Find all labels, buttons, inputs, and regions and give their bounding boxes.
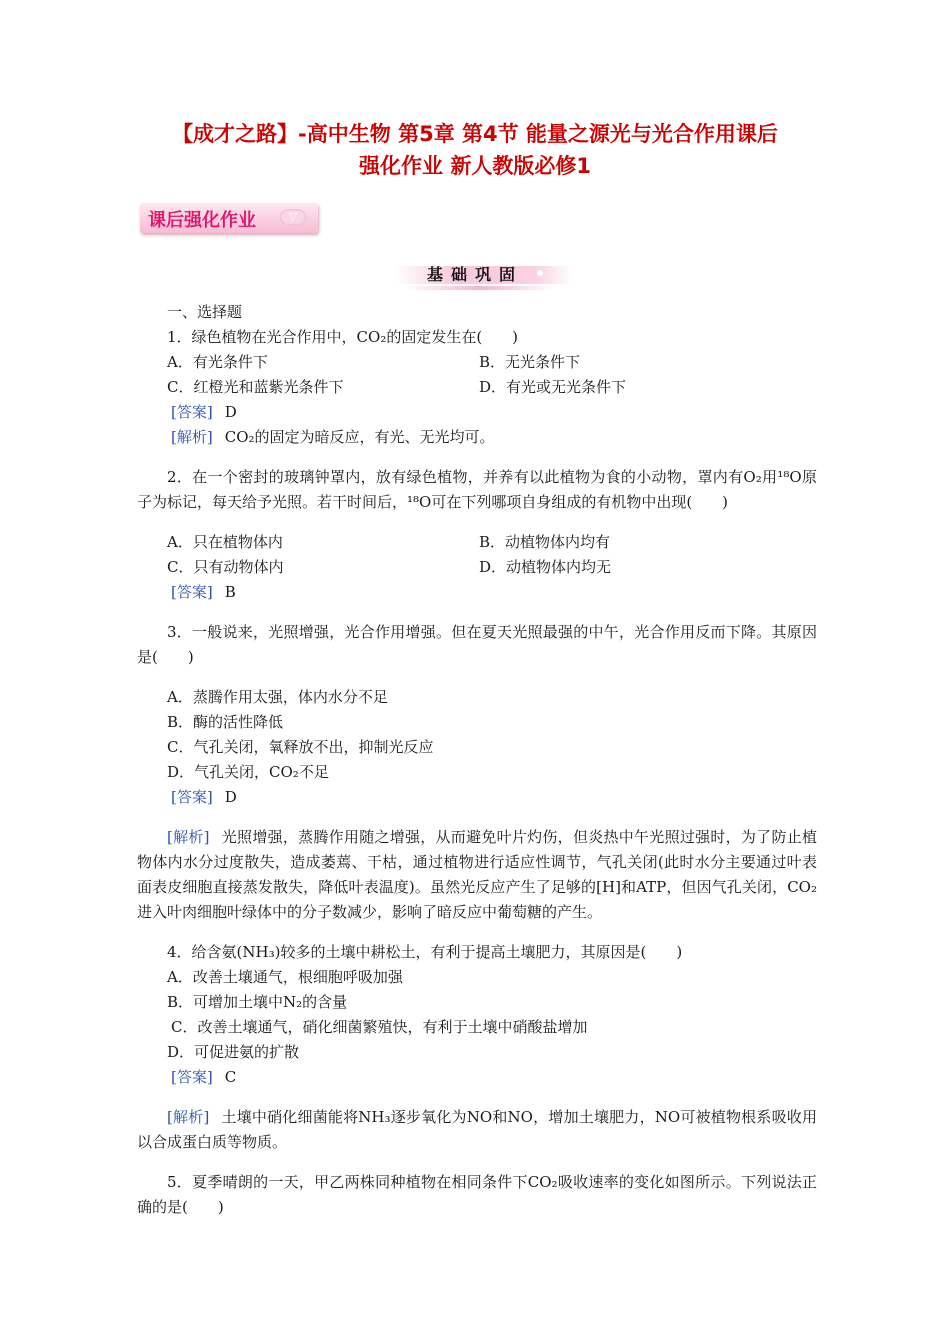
question-4-option-d: D．可促进氨的扩散	[167, 1043, 300, 1061]
question-4-option-a: A．改善土壤通气，根细胞呼吸加强	[167, 968, 403, 986]
title-line-2: 强化作业 新人教版必修1	[359, 154, 591, 178]
question-1-answer	[137, 400, 817, 425]
section-label: 基础巩固	[427, 265, 524, 284]
question-1-options-row-2	[137, 375, 817, 400]
analysis-tag: [解析]	[171, 428, 213, 446]
question-3-option-c: C．气孔关闭，氧释放不出，抑制光反应	[167, 738, 434, 756]
question-3-stem: 3．一般说来，光照增强，光合作用增强。但在夏天光照最强的中午，光合作用反而下降。其原因是( )	[137, 623, 817, 666]
homework-banner	[140, 203, 318, 233]
chevron-down-icon: ▽	[280, 209, 306, 225]
question-2-stem: 2．在一个密封的玻璃钟罩内，放有绿色植物，并养有以此植物为食的小动物，罩内有O₂用¹⁸O原子为标记，每天给予光照。若干时间后，¹⁸O可在下列哪项自身组成的有机物中出现( )	[137, 468, 817, 511]
question-2-option-b: B．动植物体内均有	[479, 533, 611, 551]
answer-value: C	[224, 1068, 237, 1086]
answer-tag: [答案]	[171, 788, 213, 806]
question-3-analysis	[137, 825, 817, 925]
answer-value: D	[224, 403, 237, 421]
question-3-option-d: D．气孔关闭，CO₂不足	[167, 763, 329, 781]
section-dot-decoration	[537, 270, 543, 276]
analysis-text: CO₂的固定为暗反应，有光、无光均可。	[224, 428, 495, 446]
question-1-option-d: D．有光或无光条件下	[479, 378, 627, 396]
analysis-tag: [解析]	[167, 1108, 210, 1126]
section-stripe-decoration	[405, 286, 555, 290]
analysis-tag: [解析]	[167, 828, 210, 846]
question-2-option-c: C．只有动物体内	[167, 558, 284, 576]
question-1-option-b: B．无光条件下	[479, 353, 581, 371]
question-2-option-d: D．动植物体内均无	[479, 558, 612, 576]
question-5-stem: 5．夏季晴朗的一天，甲乙两株同种植物在相同条件下CO₂吸收速率的变化如图所示。下列说法正确的是( )	[137, 1173, 817, 1216]
question-2-answer	[137, 580, 817, 605]
question-2-option-a: A．只在植物体内	[167, 533, 283, 551]
question-1-stem: 1．绿色植物在光合作用中，CO₂的固定发生在( )	[167, 328, 519, 346]
question-4-analysis	[137, 1105, 817, 1155]
answer-value: B	[224, 583, 236, 601]
question-1-analysis	[137, 425, 817, 450]
answer-value: D	[224, 788, 237, 806]
analysis-text: 光照增强，蒸腾作用随之增强，从而避免叶片灼伤，但炎热中午光照过强时，为了防止植物体内水分过度散失，造成萎蔫、干枯，通过植物进行适应性调节，气孔关闭(此时水分主要通过叶表面表皮细胞直接蒸发散失，降低叶表温度)。虽然光反应产生了足够的[H]和ATP，但因气孔关闭，CO₂进入叶肉细胞叶绿体中的分子数减少，影响了暗反应中葡萄糖的产生。	[137, 828, 817, 921]
question-2-options-row-1	[137, 530, 817, 555]
banner-label: 课后强化作业	[148, 210, 256, 231]
question-3-option-b: B．酶的活性降低	[167, 713, 284, 731]
section-header	[395, 262, 571, 292]
question-4-option-b: B．可增加土壤中N₂的含量	[167, 993, 348, 1011]
question-3-option-a: A．蒸腾作用太强，体内水分不足	[167, 688, 388, 706]
question-1-option-a: A．有光条件下	[167, 353, 268, 371]
question-2-options-row-2	[137, 555, 817, 580]
answer-tag: [答案]	[171, 1068, 213, 1086]
question-4-stem: 4．给含氨(NH₃)较多的土壤中耕松土，有利于提高土壤肥力，其原因是( )	[167, 943, 683, 961]
question-1-option-c: C．红橙光和蓝紫光条件下	[167, 378, 344, 396]
title-line-1: 【成才之路】-高中生物 第5章 第4节 能量之源光与光合作用课后	[172, 122, 778, 146]
answer-tag: [答案]	[171, 403, 213, 421]
question-3-answer	[137, 785, 817, 810]
question-content	[137, 300, 817, 1235]
answer-tag: [答案]	[171, 583, 213, 601]
question-1-options-row-1	[137, 350, 817, 375]
section-heading: 一、选择题	[167, 303, 243, 321]
question-4-option-c: C．改善土壤通气，硝化细菌繁殖快，有利于土壤中硝酸盐增加	[171, 1018, 588, 1036]
question-4-answer	[137, 1065, 817, 1090]
document-title	[120, 118, 830, 182]
analysis-text: 土壤中硝化细菌能将NH₃逐步氧化为NO和NO，增加土壤肥力，NO可被植物根系吸收用以合成蛋白质等物质。	[137, 1108, 817, 1151]
